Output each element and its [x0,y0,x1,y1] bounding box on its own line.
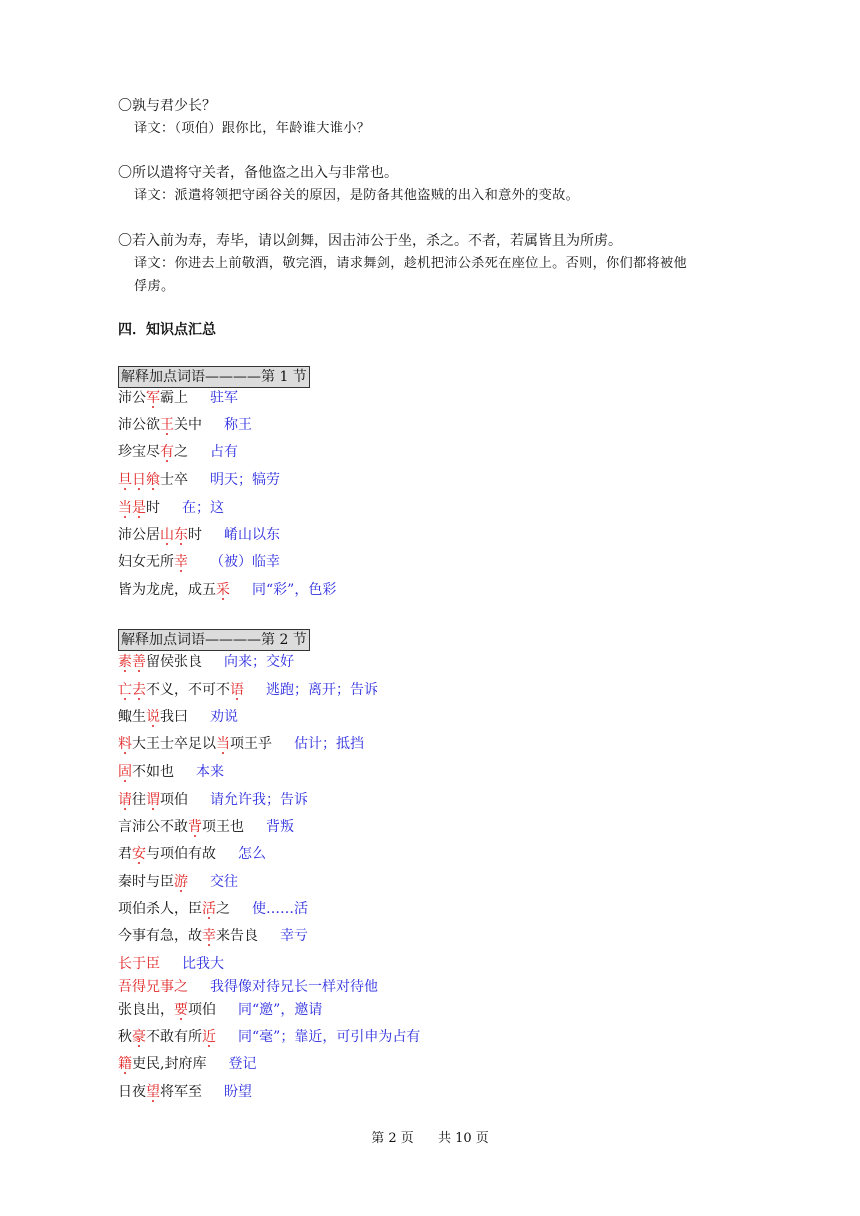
vocab-item [118,871,238,893]
vocab-item [118,679,378,701]
key-char: 当 [216,736,230,752]
vocab-phrase [118,843,216,865]
key-char: 游 [174,874,188,890]
phrase-text: 时 [146,500,160,516]
translation-2: 译文：派遣将领把守函谷关的原因，是防备其他盗贼的出入和意外的变故。 [134,188,580,203]
vocab-item [118,761,224,783]
key-word [118,1056,132,1072]
phrase-text: 我曰 [160,709,188,725]
vocab-phrase [118,976,188,998]
phrase-text: 士卒 [160,472,188,488]
key-word [216,582,230,598]
phrase-text: 关中 [174,417,202,433]
vocab-item [118,898,308,920]
key-word [118,764,132,780]
vocab-phrase [118,871,188,893]
vocab-phrase [118,1081,202,1103]
vocab-phrase [118,999,216,1021]
phrase-text: 之 [216,901,230,917]
key-char: 料 [118,736,132,752]
key-char: 军 [146,390,160,406]
key-char: 幸 [174,554,188,570]
vocab-meaning: 盼望 [224,1084,252,1100]
key-word [160,527,188,543]
phrase-text: 沛公 [118,390,146,406]
key-word [118,956,160,972]
key-char: 望 [146,1084,160,1100]
vocab-meaning: 请允许我；告诉 [210,792,308,808]
key-char: 活 [202,901,216,917]
key-char: 素 [118,654,132,670]
vocab-phrase [118,651,202,673]
vocab-meaning: 在；这 [182,500,224,516]
vocab-item [118,1053,256,1075]
key-word [118,979,188,995]
vocab-phrase [118,789,188,811]
vocab-item [118,524,280,546]
key-char: 山 [160,527,174,543]
key-word [202,1029,216,1045]
key-word [118,472,160,488]
vocab-meaning: 崤山以东 [224,527,280,543]
vocab-item [118,414,252,436]
key-char: 得 [132,979,146,995]
vocab-meaning: 背叛 [266,819,294,835]
vocab-meaning: 劝说 [210,709,238,725]
key-word [146,709,160,725]
vocab-meaning: 比我大 [182,956,224,972]
key-char: 当 [118,500,132,516]
page-total: 共 10 页 [437,1131,489,1146]
phrase-text: 留侯张良 [146,654,202,670]
key-char: 近 [202,1029,216,1045]
vocab-meaning: 占有 [210,444,238,460]
key-char: 善 [132,654,146,670]
phrase-text: 将军至 [160,1084,202,1100]
key-word [118,792,132,808]
section-title: 四．知识点汇总 [118,322,216,338]
phrase-text: 沛公欲 [118,417,160,433]
vocab-phrase [118,524,202,546]
key-char: 固 [118,764,132,780]
vocab-phrase [118,706,188,728]
vocab-meaning: 逃跑；离开；告诉 [266,682,378,698]
phrase-text: 项伯杀人，臣 [118,901,202,917]
key-char: 去 [132,682,146,698]
key-word [174,1002,188,1018]
vocab-meaning: 我得像对待兄长一样对待他 [210,979,378,995]
section-1-header: 解释加点词语————第 1 节 [118,366,310,388]
phrase-text: 秋 [118,1029,132,1045]
phrase-text: 时 [188,527,202,543]
key-char: 请 [118,792,132,808]
key-word [118,500,146,516]
sentence-3: 〇若入前为寿，寿毕，请以剑舞，因击沛公于坐，杀之。不者，若属皆且为所虏。 [118,233,622,249]
key-word [160,417,174,433]
vocab-item [118,579,336,601]
phrase-text: 张良出， [118,1002,174,1018]
sentence-1: 〇孰与君少长？ [118,98,216,114]
vocab-item [118,1026,420,1048]
vocab-phrase [118,387,188,409]
key-word [132,846,146,862]
phrase-text: 项王乎 [230,736,272,752]
key-char: 事 [160,979,174,995]
key-word [146,390,160,406]
vocab-item [118,497,224,519]
vocab-phrase [118,898,230,920]
vocab-meaning: 称王 [224,417,252,433]
vocab-meaning: 同“邀”，邀请 [238,1002,323,1018]
phrase-text: 沛公居 [118,527,160,543]
vocab-meaning: 估计；抵挡 [294,736,364,752]
vocab-item [118,706,238,728]
vocab-item [118,469,280,491]
vocab-phrase [118,761,174,783]
vocab-item [118,733,364,755]
vocab-phrase [118,497,160,519]
key-word [202,928,216,944]
key-char: 语 [230,682,244,698]
phrase-text: 不如也 [132,764,174,780]
key-char: 兄 [146,979,160,995]
vocab-item [118,789,308,811]
phrase-text: 来告良 [216,928,258,944]
key-char: 日 [132,472,146,488]
key-char: 有 [160,444,174,460]
vocab-phrase [118,816,244,838]
key-char: 谓 [146,792,160,808]
vocab-item [118,925,308,947]
phrase-text: 项伯 [188,1002,216,1018]
vocab-item [118,976,378,998]
key-char: 之 [174,979,188,995]
vocab-meaning: 本来 [196,764,224,780]
phrase-text: 项伯 [160,792,188,808]
vocab-item [118,651,294,673]
vocab-item [118,441,238,463]
phrase-text: 言沛公不敢 [118,819,188,835]
key-char: 要 [174,1002,188,1018]
phrase-text: 鲰生 [118,709,146,725]
key-word [146,1084,160,1100]
phrase-text: 妇女无所 [118,554,174,570]
phrase-text: 秦时与臣 [118,874,174,890]
key-char: 背 [188,819,202,835]
vocab-phrase [118,441,188,463]
vocab-meaning: 交往 [210,874,238,890]
vocab-meaning: （被）临幸 [210,554,280,570]
key-word [132,1029,146,1045]
phrase-text: 霸上 [160,390,188,406]
key-char: 旦 [118,472,132,488]
page-number: 第 2 页 [371,1131,414,1146]
vocab-phrase [118,469,188,491]
key-char: 籍 [118,1056,132,1072]
key-char: 于 [132,956,146,972]
key-char: 安 [132,846,146,862]
vocab-phrase [118,925,258,947]
key-char: 是 [132,500,146,516]
key-char: 吾 [118,979,132,995]
vocab-phrase [118,1026,216,1048]
key-word [160,444,174,460]
vocab-meaning: 登记 [228,1056,257,1072]
vocab-phrase [118,953,160,975]
key-char: 长 [118,956,132,972]
vocab-item [118,816,294,838]
key-word [174,554,188,570]
vocab-item [118,843,266,865]
vocab-meaning: 怎么 [238,846,266,862]
phrase-text: 往 [132,792,146,808]
page-footer [0,1130,860,1148]
key-word [118,682,146,698]
key-word [216,736,230,752]
vocab-meaning: 驻军 [210,390,238,406]
key-char: 飨 [146,472,160,488]
key-char: 豪 [132,1029,146,1045]
phrase-text: 君 [118,846,132,862]
vocab-item [118,551,280,573]
phrase-text: 不义，不可不 [146,682,230,698]
key-word [118,654,146,670]
translation-3-line1: 译文：你进去上前敬酒，敬完酒，请求舞剑，趁机把沛公杀死在座位上。否则，你们都将被他 [134,256,687,271]
vocab-item [118,999,322,1021]
vocab-meaning: 同“彩”，色彩 [252,582,337,598]
vocab-phrase [118,579,230,601]
vocab-item [118,387,238,409]
phrase-text: 不敢有所 [146,1029,202,1045]
phrase-text: 今事有急，故 [118,928,202,944]
phrase-text: 吏民,封府库 [132,1056,207,1072]
phrase-text: 与项伯有故 [146,846,216,862]
key-word [188,819,202,835]
sentence-2: 〇所以遣将守关者，备他盗之出入与非常也。 [118,165,398,181]
phrase-text: 大王士卒足以 [132,736,216,752]
translation-1: 译文：（项伯）跟你比，年龄谁大谁小？ [134,121,371,136]
phrase-text: 皆为龙虎，成五 [118,582,216,598]
key-word [202,901,216,917]
key-char: 东 [174,527,188,543]
vocab-meaning: 明天；犒劳 [210,472,280,488]
key-char: 采 [216,582,230,598]
vocab-item [118,953,224,975]
vocab-phrase [118,551,188,573]
vocab-item [118,1081,252,1103]
key-char: 亡 [118,682,132,698]
phrase-text: 之 [174,444,188,460]
section-2-header: 解释加点词语————第 2 节 [118,629,310,651]
key-word [146,792,160,808]
key-char: 王 [160,417,174,433]
key-char: 幸 [202,928,216,944]
vocab-meaning: 同“毫”；靠近，可引申为占有 [238,1029,421,1045]
key-word [118,736,132,752]
phrase-text: 珍宝尽 [118,444,160,460]
key-char: 说 [146,709,160,725]
key-word [230,682,244,698]
vocab-phrase [118,414,202,436]
key-word [174,874,188,890]
translation-3-line2: 俘虏。 [134,279,175,294]
phrase-text: 项王也 [202,819,244,835]
phrase-text: 日夜 [118,1084,146,1100]
vocab-phrase [118,1053,206,1075]
vocab-meaning: 使……活 [252,901,308,917]
vocab-phrase [118,733,272,755]
vocab-phrase [118,679,244,701]
vocab-meaning: 幸亏 [280,928,308,944]
vocab-meaning: 向来；交好 [224,654,294,670]
key-char: 臣 [146,956,160,972]
